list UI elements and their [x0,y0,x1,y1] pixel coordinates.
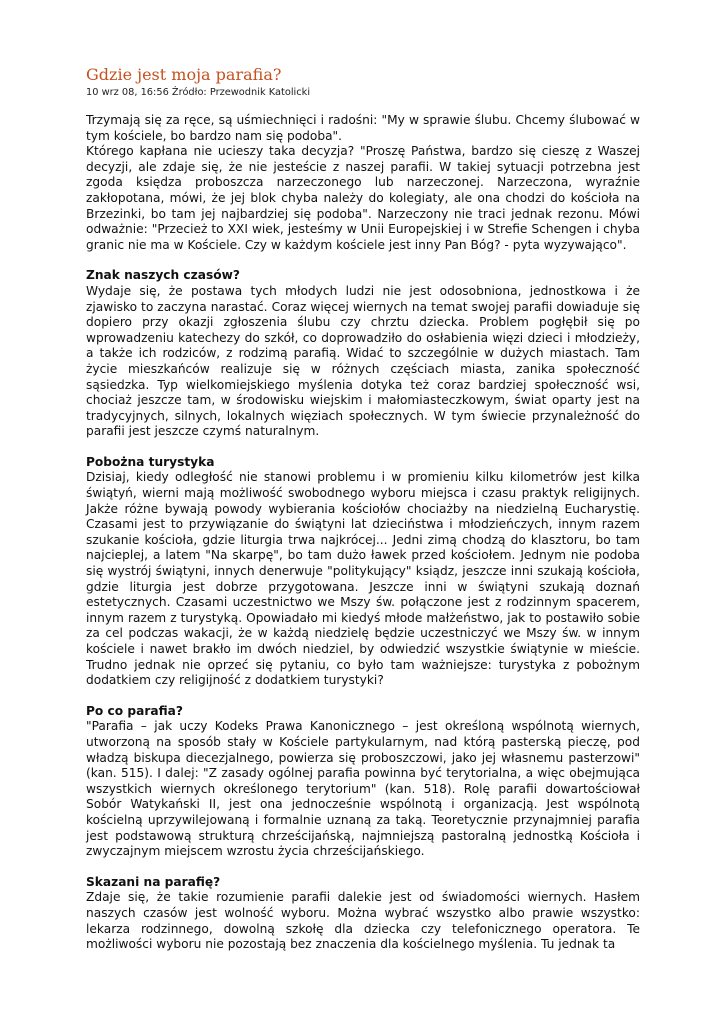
article-body [86,113,640,953]
intro-paragraph: Którego kapłana nie ucieszy taka decyzja? "Proszę Państwa, bardzo się cieszę z Waszej decyzji, ale zdaje się, że nie jesteście z naszej parafii. W takiej sytuacji potrzebna jest zgoda księdza proboszcza narzeczonego lub narzeczonej. Narzeczona, wyraźnie zakłopotana, mówi, że jej blok chyba należy do kolegiaty, ale ona chodzi do kościoła na Brzezinki, bo tam jej najbardziej się podoba". Narzeczony nie traci jednak rezonu. Mówi odważnie: "Przecież to XXI wiek, jesteśmy w Unii Europejskiej i w Strefie Schengen i chyba granic nie ma w Kościele. Czy w każdym kościele jest inny Pan Bóg? - pyta wyzywająco". [86,144,640,252]
section-paragraph: "Parafia – jak uczy Kodeks Prawa Kanonicznego – jest określoną wspólnotą wiernych, utworzoną na sposób stały w Kościele partykularnym, nad którą pasterską pieczę, pod władzą biskupa diecezjalnego, powierza się proboszczowi, jako jej własnemu pasterzowi" (kan. 515). I dalej: "Z zasady ogólnej parafia powinna być terytorialna, a więc obejmująca wszystkich wiernych określonego terytorium" (kan. 518). Rolę parafii dowartościował Sobór Watykański II, jest ona jednocześnie wspólnotą i organizacją. Jest wspólnotą kościelną uprzywilejowaną i formalnie uznaną za taką. Teoretycznie przynajmniej parafia jest podstawową strukturą chrześcijańską, najmniejszą pastoralną jednostką Kościoła i zwyczajnym miejscem wzrostu życia chrześcijańskiego. [86,719,640,859]
article-title: Gdzie jest moja parafia? [86,65,282,84]
section-paragraph: Wydaje się, że postawa tych młodych ludzi nie jest odosobniona, jednostkowa i że zjawisko to zaczyna narastać. Coraz więcej wiernych na temat swojej parafii dowiaduje się dopiero przy okazji zgłoszenia ślubu czy chrztu dziecka. Problem pogłębił się po wprowadzeniu katechezy do szkół, co doprowadziło do osłabienia więzi dzieci i młodzieży, a także ich rodziców, z rodzimą parafią. Widać to szczególnie w dużych miastach. Tam życie mieszkańców realizuje się w różnych częściach miasta, zanika społeczność sąsiedzka. Typ wielkomiejskiego myślenia dotyka też coraz bardziej społeczność wsi, chociaż jeszcze tam, w środowisku wiejskim i małomiasteczkowym, świat oparty jest na tradycyjnych, silnych, lokalnych więziach społecznych. W tym świecie przynależność do parafii jest jeszcze czymś naturalnym. [86,283,640,439]
article-meta: 10 wrz 08, 16:56 Źródło: Przewodnik Katolicki [86,87,311,98]
section-heading: Po co parafia? [86,703,183,718]
section-paragraph: Zdaje się, że takie rozumienie parafii dalekie jest od świadomości wiernych. Hasłem naszych czasów jest wolność wyboru. Można wybrać wszystko albo prawie wszystko: lekarza rodzinnego, dowolną szkołę dla dziecka czy telefonicznego operatora. Te możliwości wyboru nie pozostają bez znaczenia dla kościelnego myślenia. Tu jednak ta [86,890,640,952]
section-heading: Pobożna turystyka [86,454,215,469]
intro-paragraph: Trzymają się za ręce, są uśmiechnięci i radośni: "My w sprawie ślubu. Chcemy ślubować w tym kościele, bo bardzo nam się podoba". [86,113,640,143]
document-page [86,66,640,953]
section-heading: Skazani na parafię? [86,874,221,889]
section-heading: Znak naszych czasów? [86,268,240,283]
section-paragraph: Dzisiaj, kiedy odległość nie stanowi problemu i w promieniu kilku kilometrów jest kilka świątyń, wierni mają możliwość swobodnego wyboru miejsca i czasu praktyk religijnych. Jakże różne bywają powody wybierania kościołów chociażby na niedzielną Eucharystię. Czasami jest to przywiązanie do świątyni lat dzieciństwa i młodzieńczych, innym razem szukanie kościoła, gdzie liturgia trwa najkrócej... Jedni zimą chodzą do klasztoru, bo tam najcieplej, a latem "Na skarpę", bo tam dużo ławek przed kościołem. Jednym nie podoba się wystrój świątyni, innych denerwuje "politykujący" ksiądz, jeszcze inni szukają kościoła, gdzie liturgia jest dobrze przygotowana. Jeszcze inni w świątyni szukają doznań estetycznych. Czasami uczestnictwo we Mszy św. połączone jest z rodzinnym spacerem, innym razem z turystyką. Opowiadało mi kiedyś młode małżeństwo, jak to postawiło sobie za cel podczas wakacji, że w każdą niedzielę będzie uczestniczyć we Mszy św. w innym kościele i nawet brakło im dwóch niedziel, by odwiedzić wszystkie świątynie w mieście. Trudno jednak nie oprzeć się pytaniu, co było tam ważniejsze: turystyka z pobożnym dodatkiem czy religijność z dodatkiem turystyki? [86,470,640,688]
